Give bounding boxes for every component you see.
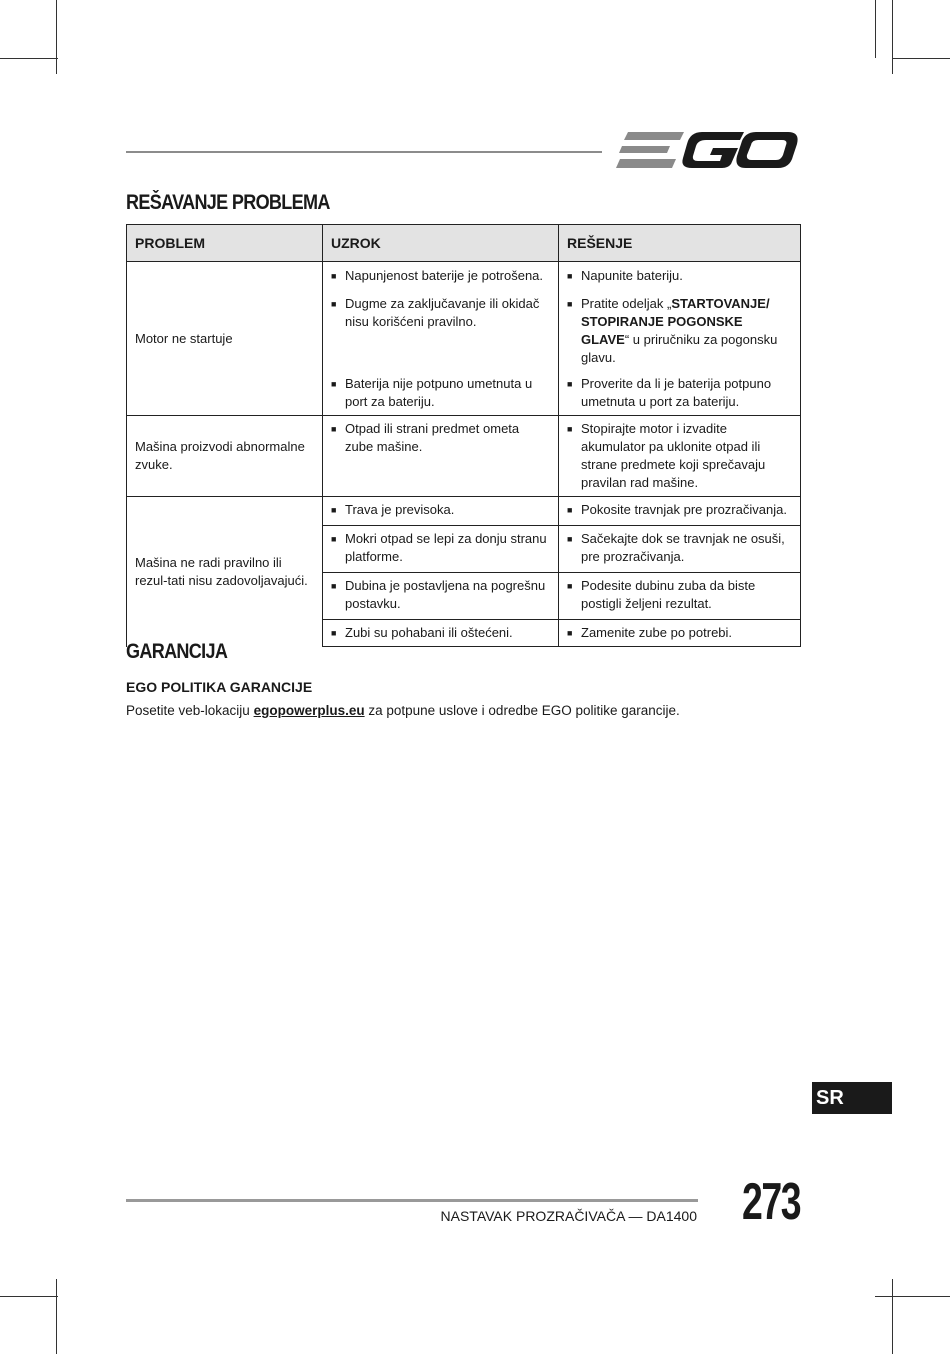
bullet-icon: ■	[331, 271, 337, 281]
bullet-icon: ■	[331, 379, 337, 389]
solution-text: Sačekajte dok se travnjak ne osuši, pre prozračivanja.	[581, 531, 785, 564]
footer-product-title: NASTAVAK PROZRAČIVAČA — DA1400	[440, 1208, 697, 1224]
bullet-icon: ■	[331, 628, 337, 638]
troubleshooting-table	[126, 224, 801, 647]
bullet-icon: ■	[567, 534, 573, 544]
bullet-icon: ■	[331, 534, 337, 544]
page-number: 273	[742, 1173, 801, 1231]
header-rule	[126, 151, 602, 153]
table-row	[127, 416, 801, 497]
bullet-icon: ■	[567, 424, 573, 434]
bullet-icon: ■	[331, 505, 337, 515]
solution-text: Pokosite travnjak pre prozračivanja.	[581, 502, 787, 517]
cause-text: Zubi su pohabani ili oštećeni.	[345, 625, 513, 640]
solution-text: Proverite da li je baterija potpuno umetnuta u port za bateriju.	[581, 376, 772, 409]
footer-rule	[126, 1199, 698, 1202]
problem-cell: Mašina ne radi pravilno ili rezul-tati nisu zadovoljavajući.	[127, 497, 323, 647]
bullet-icon: ■	[567, 271, 573, 281]
bullet-icon: ■	[331, 424, 337, 434]
warranty-subtitle: EGO POLITIKA GARANCIJE	[126, 679, 313, 695]
language-tab: SR	[812, 1082, 892, 1114]
table-header-row	[127, 225, 801, 262]
bullet-icon: ■	[567, 299, 573, 309]
column-header: REŠENJE	[559, 225, 801, 262]
column-header: UZROK	[323, 225, 559, 262]
bullet-icon: ■	[567, 379, 573, 389]
cause-text: Otpad ili strani predmet ometa zube mašine.	[345, 421, 520, 454]
problem-cell: Mašina proizvodi abnormalne zvuke.	[127, 416, 323, 497]
cause-text: Dubina je postavljena na pogrešnu postavku.	[345, 578, 546, 611]
bullet-icon: ■	[331, 581, 337, 591]
cause-text: Dugme za zaključavanje ili okidač nisu korišćeni pravilno.	[345, 296, 540, 329]
bullet-icon: ■	[567, 505, 573, 515]
cause-text: Napunjenost baterije je potrošena.	[345, 268, 544, 283]
solution-text: Stopirajte motor i izvadite akumulator pa uklonite otpad ili strane predmete koji sprečavaju pravilan rad mašine.	[581, 421, 766, 490]
table-row	[127, 262, 801, 292]
section-title-warranty: GARANCIJA	[126, 640, 228, 663]
cause-text: Trava je previsoka.	[345, 502, 455, 517]
solution-text: Pratite odeljak „STARTOVANJE/ STOPIRANJE POGONSKE GLAVE“ u priručniku za pogonsku glavu.	[581, 296, 778, 365]
cause-text: Baterija nije potpuno umetnuta u port za bateriju.	[345, 376, 533, 409]
solution-text: Napunite bateriju.	[581, 268, 683, 283]
warranty-paragraph: Posetite veb-lokaciju egopowerplus.eu za potpune uslove i odredbe EGO politike garancije.	[126, 703, 680, 718]
solution-text: Podesite dubinu zuba da biste postigli željeni rezultat.	[581, 578, 756, 611]
cause-text: Mokri otpad se lepi za donju stranu platforme.	[345, 531, 547, 564]
warranty-link[interactable]: egopowerplus.eu	[253, 703, 365, 718]
problem-cell: Motor ne startuje	[127, 262, 323, 416]
bullet-icon: ■	[567, 581, 573, 591]
bullet-icon: ■	[567, 628, 573, 638]
section-title-troubleshooting: REŠAVANJE PROBLEMA	[126, 191, 330, 214]
solution-text: Zamenite zube po potrebi.	[581, 625, 733, 640]
bullet-icon: ■	[331, 299, 337, 309]
table-row	[127, 497, 801, 526]
ego-logo	[616, 128, 800, 172]
column-header: PROBLEM	[127, 225, 323, 262]
